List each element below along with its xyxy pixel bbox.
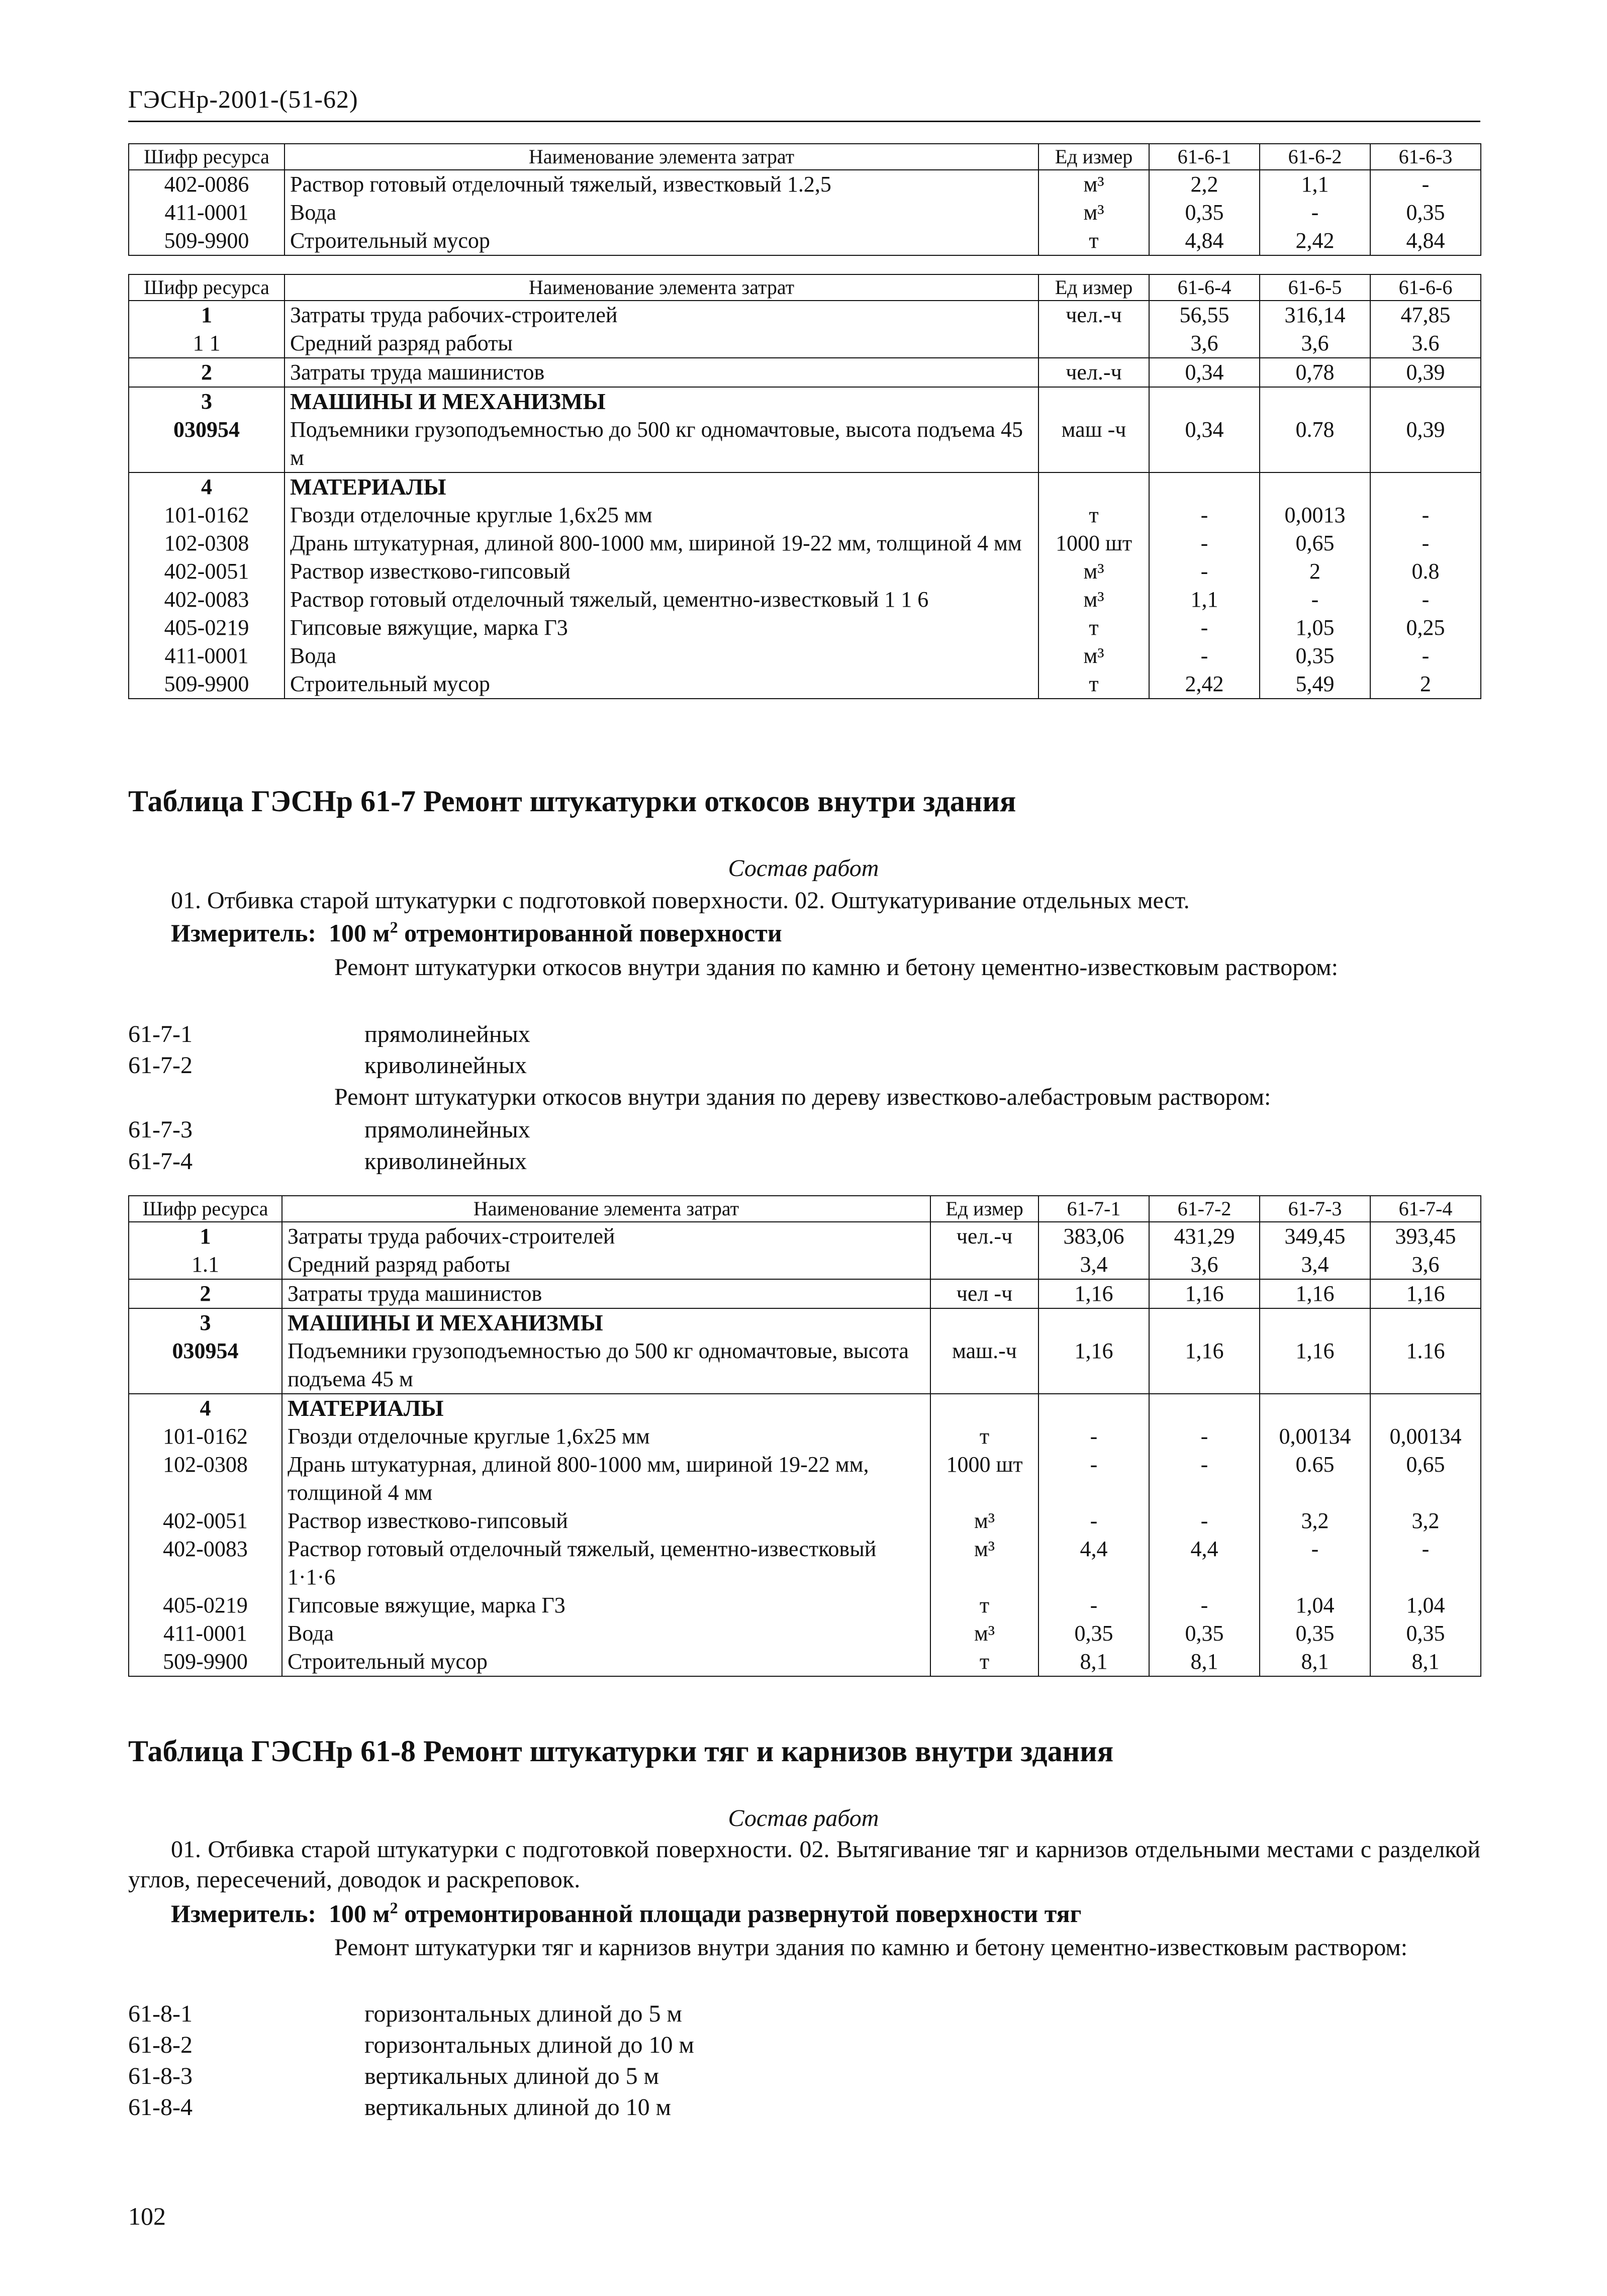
table-row bbox=[129, 329, 1481, 358]
cell-value: - bbox=[1149, 642, 1260, 670]
cell-code: 1 bbox=[129, 1222, 282, 1251]
cell-unit bbox=[930, 1394, 1038, 1422]
cell-value: 0,39 bbox=[1370, 358, 1481, 387]
cell-code: 4 bbox=[129, 472, 285, 501]
cell-value: 4,84 bbox=[1149, 227, 1260, 255]
header-norm-code: 61-7-4 bbox=[1370, 1196, 1481, 1222]
cell-code: 1 bbox=[129, 301, 285, 329]
list-item bbox=[128, 1998, 1435, 2030]
cell-value: 1,1 bbox=[1260, 170, 1370, 199]
table-title-61-7: Таблица ГЭСНр 61-7 Ремонт штукатурки откосов внутри здания bbox=[128, 785, 1016, 818]
cell-code: 3 bbox=[129, 387, 285, 416]
cell-value: 0,00134 bbox=[1370, 1422, 1481, 1451]
cell-code: 4 bbox=[129, 1394, 282, 1422]
cell-unit: т bbox=[1038, 614, 1149, 642]
table-row bbox=[129, 1279, 1481, 1308]
list-item bbox=[128, 1019, 1435, 1050]
measure-unit: 100 м bbox=[329, 919, 390, 947]
cell-value: - bbox=[1370, 1535, 1481, 1591]
table-header-row bbox=[129, 144, 1481, 170]
cell-code: 101-0162 bbox=[129, 501, 285, 529]
cell-code: 405-0219 bbox=[129, 614, 285, 642]
cell-value: 0,35 bbox=[1149, 199, 1260, 227]
cell-code: 411-0001 bbox=[129, 1619, 282, 1648]
cell-value: 8,1 bbox=[1038, 1648, 1149, 1676]
table-row bbox=[129, 387, 1481, 416]
cell-value bbox=[1370, 387, 1481, 416]
cell-name: Затраты труда машинистов bbox=[285, 358, 1038, 387]
list-item-code: 61-7-4 bbox=[128, 1148, 193, 1175]
cell-name: Строительный мусор bbox=[282, 1648, 930, 1676]
table-row bbox=[129, 1308, 1481, 1337]
table-title-61-8: Таблица ГЭСНр 61-8 Ремонт штукатурки тяг и карнизов внутри здания bbox=[128, 1735, 1114, 1768]
list-item-code: 61-7-3 bbox=[128, 1116, 193, 1143]
cell-unit: 1000 шт bbox=[930, 1451, 1038, 1507]
table-row bbox=[129, 227, 1481, 255]
cell-code: 402-0083 bbox=[129, 1535, 282, 1591]
cell-value bbox=[1038, 1394, 1149, 1422]
group-heading-wood: Ремонт штукатурки откосов внутри здания по дереву известково-алебастровым раствором: bbox=[334, 1084, 1271, 1110]
cell-name: Средний разряд работы bbox=[282, 1251, 930, 1279]
cell-code: 402-0051 bbox=[129, 557, 285, 586]
resource-table-61-7 bbox=[128, 1195, 1481, 1677]
cell-value: 0,00134 bbox=[1260, 1422, 1370, 1451]
cell-value: 1,16 bbox=[1260, 1279, 1370, 1308]
cell-value: 8,1 bbox=[1370, 1648, 1481, 1676]
cell-value: 1.16 bbox=[1370, 1337, 1481, 1394]
cell-name: Вода bbox=[285, 199, 1038, 227]
list-item-label: прямолинейных bbox=[364, 1021, 530, 1047]
cell-value bbox=[1149, 387, 1260, 416]
table-row bbox=[129, 529, 1481, 557]
table-row bbox=[129, 301, 1481, 329]
cell-value: 3,6 bbox=[1149, 329, 1260, 358]
measure-line bbox=[171, 1899, 1081, 1928]
cell-value: 8,1 bbox=[1149, 1648, 1260, 1676]
cell-value: - bbox=[1038, 1422, 1149, 1451]
cell-code: 509-9900 bbox=[129, 227, 285, 255]
cell-value: 0,35 bbox=[1038, 1619, 1149, 1648]
cell-value bbox=[1260, 387, 1370, 416]
cell-code: 101-0162 bbox=[129, 1422, 282, 1451]
cell-code: 030954 bbox=[129, 416, 285, 472]
list-item-code: 61-7-2 bbox=[128, 1052, 193, 1079]
header-norm-code: 61-6-1 bbox=[1149, 144, 1260, 170]
group-heading-stone: Ремонт штукатурки откосов внутри здания по камню и бетону цементно-известковым раствором: bbox=[334, 954, 1339, 981]
cell-unit: т bbox=[1038, 670, 1149, 699]
cell-value: 1,16 bbox=[1370, 1279, 1481, 1308]
cell-code: 402-0086 bbox=[129, 170, 285, 199]
cell-unit: м³ bbox=[930, 1619, 1038, 1648]
header-code: Шифр ресурса bbox=[129, 1196, 282, 1222]
header-norm-code: 61-7-1 bbox=[1038, 1196, 1149, 1222]
resource-table-61-6-4-6 bbox=[128, 274, 1481, 699]
cell-unit: т bbox=[1038, 501, 1149, 529]
list-item-label: горизонтальных длиной до 10 м bbox=[364, 2032, 694, 2058]
cell-value: - bbox=[1149, 614, 1260, 642]
cell-value: - bbox=[1149, 1451, 1260, 1507]
cell-unit: м³ bbox=[1038, 642, 1149, 670]
works-composition-label: Состав работ bbox=[728, 855, 879, 882]
cell-name: МАТЕРИАЛЫ bbox=[282, 1394, 930, 1422]
cell-value bbox=[1370, 1394, 1481, 1422]
cell-value: 1,16 bbox=[1038, 1337, 1149, 1394]
list-item bbox=[128, 2030, 1435, 2061]
cell-unit: т bbox=[930, 1422, 1038, 1451]
cell-value: 47,85 bbox=[1370, 301, 1481, 329]
cell-value: - bbox=[1149, 529, 1260, 557]
list-item bbox=[128, 1114, 1435, 1145]
cell-value bbox=[1038, 1308, 1149, 1337]
header-code: Шифр ресурса bbox=[129, 274, 285, 301]
cell-value: - bbox=[1038, 1507, 1149, 1535]
cell-code: 411-0001 bbox=[129, 199, 285, 227]
cell-name: Средний разряд работы bbox=[285, 329, 1038, 358]
cell-value bbox=[1260, 1394, 1370, 1422]
works-composition-text: 01. Отбивка старой штукатурки с подготовкой поверхности. 02. Вытягивание тяг и карнизов отдельными местами с разделкой углов, пересечений, доводок и раскреповок. bbox=[128, 1836, 1480, 1893]
cell-value: 3,2 bbox=[1260, 1507, 1370, 1535]
cell-code: 2 bbox=[129, 1279, 282, 1308]
cell-name: Дрань штукатурная, длиной 800-1000 мм, шириной 19-22 мм, толщиной 4 мм bbox=[282, 1451, 930, 1507]
table-row bbox=[129, 1251, 1481, 1279]
cell-unit: 1000 шт bbox=[1038, 529, 1149, 557]
cell-name: МАТЕРИАЛЫ bbox=[285, 472, 1038, 501]
cell-unit: чел -ч bbox=[930, 1279, 1038, 1308]
list-item-label: криволинейных bbox=[364, 1148, 527, 1175]
cell-unit: маш -ч bbox=[1038, 416, 1149, 472]
measure-label: Измеритель: bbox=[171, 1899, 317, 1928]
measure-text: отремонтированной площади развернутой поверхности тяг bbox=[398, 1899, 1082, 1928]
cell-value: - bbox=[1149, 1422, 1260, 1451]
cell-value: 2,42 bbox=[1260, 227, 1370, 255]
cell-name: Раствор готовый отделочный тяжелый, цементно-известковый 1·1·6 bbox=[282, 1535, 930, 1591]
list-item bbox=[128, 2092, 1435, 2123]
cell-unit: т bbox=[930, 1648, 1038, 1676]
cell-name: МАШИНЫ И МЕХАНИЗМЫ bbox=[282, 1308, 930, 1337]
cell-unit: чел.-ч bbox=[930, 1222, 1038, 1251]
cell-name: Гвозди отделочные круглые 1,6х25 мм bbox=[285, 501, 1038, 529]
header-norm-code: 61-7-2 bbox=[1149, 1196, 1260, 1222]
measure-sup: 2 bbox=[390, 918, 398, 936]
cell-value: 3,4 bbox=[1260, 1251, 1370, 1279]
cell-value: 0.65 bbox=[1260, 1451, 1370, 1507]
list-item-label: криволинейных bbox=[364, 1052, 527, 1079]
cell-value: - bbox=[1260, 586, 1370, 614]
cell-value: 0,34 bbox=[1149, 416, 1260, 472]
cell-name: Затраты труда рабочих-строителей bbox=[285, 301, 1038, 329]
table-row bbox=[129, 1422, 1481, 1451]
cell-value: 0,65 bbox=[1370, 1451, 1481, 1507]
cell-value: 431,29 bbox=[1149, 1222, 1260, 1251]
table-row bbox=[129, 170, 1481, 199]
cell-value: 0,39 bbox=[1370, 416, 1481, 472]
cell-value bbox=[1149, 1394, 1260, 1422]
cell-value: 0,35 bbox=[1149, 1619, 1260, 1648]
cell-unit bbox=[930, 1308, 1038, 1337]
cell-value: 0,25 bbox=[1370, 614, 1481, 642]
cell-name: Гипсовые вяжущие, марка Г3 bbox=[282, 1591, 930, 1619]
cell-unit: м³ bbox=[930, 1535, 1038, 1591]
header-name: Наименование элемента затрат bbox=[282, 1196, 930, 1222]
table-header-row bbox=[129, 1196, 1481, 1222]
running-head: ГЭСНр-2001-(51-62) bbox=[128, 85, 358, 113]
header-unit: Ед измер bbox=[930, 1196, 1038, 1222]
cell-code: 405-0219 bbox=[129, 1591, 282, 1619]
list-item bbox=[128, 1050, 1435, 1081]
cell-name: Раствор готовый отделочный тяжелый, известковый 1.2,5 bbox=[285, 170, 1038, 199]
cell-value: 3,6 bbox=[1260, 329, 1370, 358]
cell-value: - bbox=[1149, 501, 1260, 529]
cell-value: 0.8 bbox=[1370, 557, 1481, 586]
list-item-code: 61-7-1 bbox=[128, 1021, 193, 1047]
cell-value: - bbox=[1149, 1507, 1260, 1535]
table-row bbox=[129, 199, 1481, 227]
cell-value: 2,42 bbox=[1149, 670, 1260, 699]
header-norm-code: 61-7-3 bbox=[1260, 1196, 1370, 1222]
cell-value: 3,2 bbox=[1370, 1507, 1481, 1535]
cell-name: Раствор готовый отделочный тяжелый, цементно-известковый 1 1 6 bbox=[285, 586, 1038, 614]
table-row bbox=[129, 1222, 1481, 1251]
cell-value: - bbox=[1260, 1535, 1370, 1591]
cell-value bbox=[1370, 1308, 1481, 1337]
group-heading-stone: Ремонт штукатурки тяг и карнизов внутри здания по камню и бетону цементно-известковым раствором: bbox=[334, 1934, 1408, 1961]
list-item-code: 61-8-1 bbox=[128, 2000, 193, 2027]
table-row bbox=[129, 1394, 1481, 1422]
cell-value: - bbox=[1370, 501, 1481, 529]
header-code: Шифр ресурса bbox=[129, 144, 285, 170]
table-row bbox=[129, 557, 1481, 586]
cell-value: 383,06 bbox=[1038, 1222, 1149, 1251]
cell-unit: м³ bbox=[1038, 557, 1149, 586]
cell-value: - bbox=[1370, 529, 1481, 557]
cell-code: 402-0051 bbox=[129, 1507, 282, 1535]
works-composition-text: 01. Отбивка старой штукатурки с подготовкой поверхности. 02. Оштукатуривание отдельных мест. bbox=[171, 887, 1190, 914]
cell-name: Вода bbox=[282, 1619, 930, 1648]
cell-value: 8,1 bbox=[1260, 1648, 1370, 1676]
cell-value: 3.6 bbox=[1370, 329, 1481, 358]
cell-unit: м³ bbox=[930, 1507, 1038, 1535]
header-name: Наименование элемента затрат bbox=[285, 144, 1038, 170]
list-item bbox=[128, 2061, 1435, 2092]
cell-code: 411-0001 bbox=[129, 642, 285, 670]
cell-value bbox=[1260, 1308, 1370, 1337]
cell-value: 2,2 bbox=[1149, 170, 1260, 199]
list-item-code: 61-8-3 bbox=[128, 2063, 193, 2089]
table-row bbox=[129, 1591, 1481, 1619]
list-item-code: 61-8-2 bbox=[128, 2032, 193, 2058]
cell-value: 0,34 bbox=[1149, 358, 1260, 387]
header-norm-code: 61-6-2 bbox=[1260, 144, 1370, 170]
cell-value: - bbox=[1149, 557, 1260, 586]
page-number: 102 bbox=[128, 2202, 166, 2230]
cell-value bbox=[1260, 472, 1370, 501]
cell-code: 1 1 bbox=[129, 329, 285, 358]
cell-name: Строительный мусор bbox=[285, 670, 1038, 699]
cell-unit bbox=[930, 1251, 1038, 1279]
cell-value: 1,16 bbox=[1038, 1279, 1149, 1308]
list-item-label: прямолинейных bbox=[364, 1116, 530, 1143]
header-unit: Ед измер bbox=[1038, 274, 1149, 301]
cell-value: 1,16 bbox=[1149, 1337, 1260, 1394]
cell-code: 1.1 bbox=[129, 1251, 282, 1279]
cell-value: 0.78 bbox=[1260, 416, 1370, 472]
cell-value: 0,65 bbox=[1260, 529, 1370, 557]
cell-name: МАШИНЫ И МЕХАНИЗМЫ bbox=[285, 387, 1038, 416]
cell-code: 030954 bbox=[129, 1337, 282, 1394]
table-row bbox=[129, 472, 1481, 501]
cell-value: 1,16 bbox=[1149, 1279, 1260, 1308]
cell-value bbox=[1370, 472, 1481, 501]
cell-name: Подъемники грузоподъемностью до 500 кг одномачтовые, высота подъема 45 м bbox=[282, 1337, 930, 1394]
cell-unit: чел.-ч bbox=[1038, 301, 1149, 329]
table-row bbox=[129, 1337, 1481, 1394]
list-item-label: вертикальных длиной до 5 м bbox=[364, 2063, 659, 2089]
cell-name: Гвозди отделочные круглые 1,6х25 мм bbox=[282, 1422, 930, 1451]
table-row bbox=[129, 1535, 1481, 1591]
cell-unit: м³ bbox=[1038, 170, 1149, 199]
cell-value: 4,4 bbox=[1149, 1535, 1260, 1591]
list-item-code: 61-8-4 bbox=[128, 2094, 193, 2121]
cell-value: - bbox=[1370, 642, 1481, 670]
cell-unit bbox=[1038, 387, 1149, 416]
table-row bbox=[129, 416, 1481, 472]
cell-value: 349,45 bbox=[1260, 1222, 1370, 1251]
measure-line bbox=[171, 918, 782, 947]
cell-unit bbox=[1038, 472, 1149, 501]
cell-value: 4,4 bbox=[1038, 1535, 1149, 1591]
cell-value: 0,35 bbox=[1370, 199, 1481, 227]
cell-unit bbox=[1038, 329, 1149, 358]
cell-value: 2 bbox=[1370, 670, 1481, 699]
measure-text: отремонтированной поверхности bbox=[398, 919, 782, 947]
cell-code: 102-0308 bbox=[129, 529, 285, 557]
table-header-row bbox=[129, 274, 1481, 301]
cell-value: 1,04 bbox=[1260, 1591, 1370, 1619]
cell-unit: чел.-ч bbox=[1038, 358, 1149, 387]
table-row bbox=[129, 1507, 1481, 1535]
table-row bbox=[129, 670, 1481, 699]
works-composition-label: Состав работ bbox=[728, 1805, 879, 1832]
table-row bbox=[129, 1648, 1481, 1676]
cell-value: - bbox=[1260, 199, 1370, 227]
cell-unit: т bbox=[1038, 227, 1149, 255]
resource-table-61-6-1-3 bbox=[128, 143, 1481, 256]
cell-value: 316,14 bbox=[1260, 301, 1370, 329]
cell-value bbox=[1149, 472, 1260, 501]
cell-value: - bbox=[1038, 1591, 1149, 1619]
cell-code: 509-9900 bbox=[129, 1648, 282, 1676]
cell-name: Раствор известково-гипсовый bbox=[282, 1507, 930, 1535]
list-item-label: вертикальных длиной до 10 м bbox=[364, 2094, 672, 2121]
cell-code: 102-0308 bbox=[129, 1451, 282, 1507]
cell-value: - bbox=[1038, 1451, 1149, 1507]
list-item-label: горизонтальных длиной до 5 м bbox=[364, 2000, 682, 2027]
cell-value: 0,0013 bbox=[1260, 501, 1370, 529]
cell-name: Гипсовые вяжущие, марка Г3 bbox=[285, 614, 1038, 642]
cell-value: 4,84 bbox=[1370, 227, 1481, 255]
cell-unit: м³ bbox=[1038, 586, 1149, 614]
cell-name: Затраты труда машинистов bbox=[282, 1279, 930, 1308]
cell-value: 56,55 bbox=[1149, 301, 1260, 329]
cell-value: 2 bbox=[1260, 557, 1370, 586]
cell-value bbox=[1149, 1308, 1260, 1337]
header-norm-code: 61-6-3 bbox=[1370, 144, 1481, 170]
cell-name: Дрань штукатурная, длиной 800-1000 мм, шириной 19-22 мм, толщиной 4 мм bbox=[285, 529, 1038, 557]
cell-value: 1,16 bbox=[1260, 1337, 1370, 1394]
header-norm-code: 61-6-6 bbox=[1370, 274, 1481, 301]
table-row bbox=[129, 642, 1481, 670]
header-rule bbox=[128, 121, 1480, 122]
cell-unit: м³ bbox=[1038, 199, 1149, 227]
table-row bbox=[129, 501, 1481, 529]
cell-value: 1,04 bbox=[1370, 1591, 1481, 1619]
cell-value: 393,45 bbox=[1370, 1222, 1481, 1251]
cell-value: - bbox=[1370, 586, 1481, 614]
cell-name: Строительный мусор bbox=[285, 227, 1038, 255]
cell-value: 3,6 bbox=[1149, 1251, 1260, 1279]
cell-value: 3,6 bbox=[1370, 1251, 1481, 1279]
table-row bbox=[129, 1619, 1481, 1648]
cell-unit: маш.-ч bbox=[930, 1337, 1038, 1394]
cell-value: 1,1 bbox=[1149, 586, 1260, 614]
measure-unit: 100 м bbox=[329, 1899, 390, 1928]
list-item bbox=[128, 1146, 1435, 1177]
cell-value: 5,49 bbox=[1260, 670, 1370, 699]
cell-value: 1,05 bbox=[1260, 614, 1370, 642]
cell-value: 3,4 bbox=[1038, 1251, 1149, 1279]
cell-value: 0,35 bbox=[1370, 1619, 1481, 1648]
cell-value: 0,35 bbox=[1260, 1619, 1370, 1648]
header-unit: Ед измер bbox=[1038, 144, 1149, 170]
table-row bbox=[129, 1451, 1481, 1507]
cell-value: 0,35 bbox=[1260, 642, 1370, 670]
cell-value: - bbox=[1149, 1591, 1260, 1619]
cell-name: Раствор известково-гипсовый bbox=[285, 557, 1038, 586]
cell-name: Вода bbox=[285, 642, 1038, 670]
cell-value: 0,78 bbox=[1260, 358, 1370, 387]
cell-code: 3 bbox=[129, 1308, 282, 1337]
cell-unit: т bbox=[930, 1591, 1038, 1619]
cell-name: Затраты труда рабочих-строителей bbox=[282, 1222, 930, 1251]
cell-name: Подъемники грузоподъемностью до 500 кг одномачтовые, высота подъема 45 м bbox=[285, 416, 1038, 472]
header-norm-code: 61-6-5 bbox=[1260, 274, 1370, 301]
cell-value: - bbox=[1370, 170, 1481, 199]
table-row bbox=[129, 614, 1481, 642]
table-row bbox=[129, 358, 1481, 387]
header-name: Наименование элемента затрат bbox=[285, 274, 1038, 301]
header-norm-code: 61-6-4 bbox=[1149, 274, 1260, 301]
cell-code: 402-0083 bbox=[129, 586, 285, 614]
measure-label: Измеритель: bbox=[171, 919, 317, 947]
measure-sup: 2 bbox=[390, 1898, 398, 1917]
cell-code: 509-9900 bbox=[129, 670, 285, 699]
table-row bbox=[129, 586, 1481, 614]
cell-code: 2 bbox=[129, 358, 285, 387]
